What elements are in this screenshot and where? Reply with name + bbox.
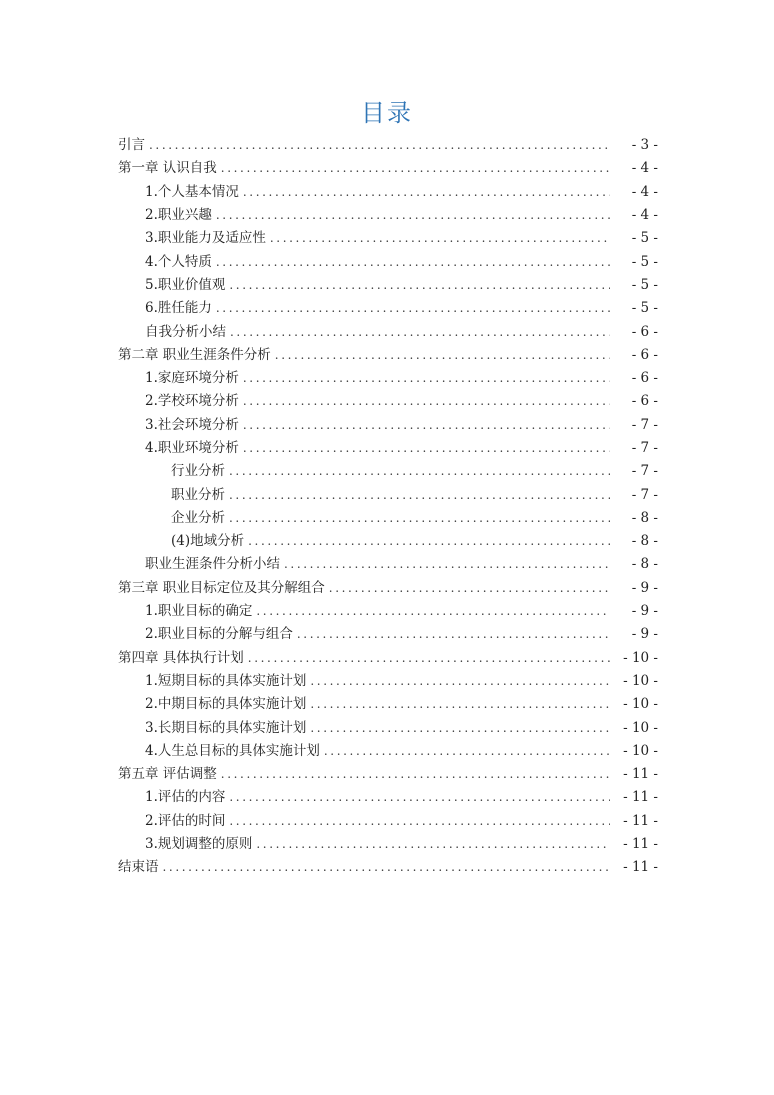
toc-entry[interactable] <box>118 693 658 716</box>
toc-entry-page-number: - 5 - <box>631 230 658 247</box>
toc-dot-leader <box>229 484 610 507</box>
toc-entry[interactable] <box>118 460 658 483</box>
toc-entry-label: 6.胜任能力 <box>145 300 212 317</box>
toc-dot-leader <box>229 810 610 833</box>
toc-entry[interactable] <box>118 204 658 227</box>
toc-dot-leader <box>163 856 611 879</box>
toc-dot-leader <box>248 530 610 553</box>
toc-entry[interactable] <box>118 577 658 600</box>
toc-dot-leader <box>275 344 610 367</box>
toc-entry-page-number: - 7 - <box>631 486 658 503</box>
toc-entry-label: 3.职业能力及适应性 <box>145 230 266 247</box>
toc-entry[interactable] <box>118 670 658 693</box>
toc-entry-label: 2.学校环境分析 <box>145 393 239 410</box>
toc-entry-page-number: - 10 - <box>623 649 658 666</box>
toc-dot-leader <box>221 763 610 786</box>
toc-dot-leader <box>270 227 610 250</box>
toc-entry[interactable] <box>118 274 658 297</box>
toc-entry[interactable] <box>118 740 658 763</box>
toc-entry-label: 3.规划调整的原则 <box>145 836 253 853</box>
toc-entry-page-number: - 6 - <box>631 346 658 363</box>
toc-entry-page-number: - 3 - <box>631 137 658 154</box>
toc-entry[interactable] <box>118 344 658 367</box>
toc-entry[interactable] <box>118 763 658 786</box>
toc-entry-page-number: - 4 - <box>631 183 658 200</box>
toc-entry-page-number: - 7 - <box>631 463 658 480</box>
toc-entry[interactable] <box>118 367 658 390</box>
toc-dot-leader <box>216 297 610 320</box>
toc-entry[interactable] <box>118 507 658 530</box>
toc-entry-label: 第四章 具体执行计划 <box>118 649 244 666</box>
toc-dot-leader <box>229 460 610 483</box>
toc-entry-page-number: - 10 - <box>623 696 658 713</box>
toc-dot-leader <box>243 390 610 413</box>
toc-entry-page-number: - 8 - <box>631 509 658 526</box>
toc-dot-leader <box>329 577 610 600</box>
toc-entry[interactable] <box>118 437 658 460</box>
toc-entry-label: 自我分析小结 <box>145 323 226 340</box>
toc-entry[interactable] <box>118 810 658 833</box>
toc-entry[interactable] <box>118 483 658 506</box>
toc-entry-label: 3.长期目标的具体实施计划 <box>145 719 307 736</box>
toc-entry-page-number: - 5 - <box>631 276 658 293</box>
toc-entry-page-number: - 4 - <box>631 207 658 224</box>
toc-entry-page-number: - 9 - <box>631 579 658 596</box>
toc-entry-label: 1.评估的内容 <box>145 789 226 806</box>
toc-entry-label: 行业分析 <box>171 463 225 480</box>
toc-entry-label: 第五章 评估调整 <box>118 766 217 783</box>
toc-entry-page-number: - 6 - <box>631 323 658 340</box>
toc-entry-page-number: - 11 - <box>623 789 658 806</box>
toc-entry-label: 2.职业兴趣 <box>145 207 212 224</box>
toc-entry-page-number: - 5 - <box>631 253 658 270</box>
toc-dot-leader <box>324 740 610 763</box>
toc-entry-label: 4.职业环境分析 <box>145 440 239 456</box>
toc-entry[interactable] <box>118 320 658 343</box>
toc-entry-label: 职业分析 <box>171 486 225 503</box>
toc-dot-leader <box>243 367 610 390</box>
toc-title: 目录 <box>361 99 413 127</box>
toc-entry-label: 1.职业目标的确定 <box>145 603 253 620</box>
toc-dot-leader <box>216 251 610 274</box>
toc-entry-page-number: - 8 - <box>631 556 658 573</box>
toc-entry-label: 5.职业价值观 <box>145 276 226 293</box>
toc-entry-label: 2.职业目标的分解与组合 <box>145 626 293 643</box>
toc-dot-leader <box>256 600 610 623</box>
toc-dot-leader <box>310 670 610 693</box>
toc-entry[interactable] <box>118 390 658 413</box>
toc-entry-page-number: - 11 - <box>623 859 658 876</box>
toc-entry-label: 1.个人基本情况 <box>145 183 239 200</box>
toc-entry[interactable] <box>118 786 658 809</box>
toc-dot-leader <box>297 623 610 646</box>
toc-entry-page-number: - 4 - <box>631 160 658 177</box>
toc-entry-label: 4.人生总目标的具体实施计划 <box>145 742 320 759</box>
toc-entry-page-number: - 6 - <box>631 370 658 387</box>
toc-entry-label: 第三章 职业目标定位及其分解组合 <box>118 579 325 596</box>
toc-entry-page-number: - 7 - <box>631 440 658 456</box>
toc-entry-label: 引言 <box>118 137 145 154</box>
toc-entry-label: 第二章 职业生涯条件分析 <box>118 346 271 363</box>
toc-entry[interactable] <box>118 250 658 273</box>
toc-dot-leader <box>216 204 610 227</box>
toc-dot-leader <box>248 647 610 670</box>
toc-entry-page-number: - 5 - <box>631 300 658 317</box>
toc-entry-label: 4.个人特质 <box>145 253 212 270</box>
toc-entry-page-number: - 8 - <box>631 533 658 550</box>
toc-entry-page-number: - 11 - <box>623 766 658 783</box>
toc-entry[interactable] <box>118 623 658 646</box>
toc-entry-label: (4)地域分析 <box>171 533 245 550</box>
toc-entry-label: 1.家庭环境分析 <box>145 370 239 387</box>
toc-entry-label: 职业生涯条件分析小结 <box>145 556 280 573</box>
toc-entry[interactable] <box>118 856 658 879</box>
toc-dot-leader <box>243 414 610 437</box>
toc-entry-page-number: - 11 - <box>623 836 658 853</box>
toc-entry[interactable] <box>118 297 658 320</box>
toc-dot-leader <box>221 157 610 180</box>
toc-entry-label: 1.短期目标的具体实施计划 <box>145 672 307 689</box>
toc-entry[interactable] <box>118 716 658 739</box>
toc-entry-label: 结束语 <box>118 859 159 876</box>
toc-entry-page-number: - 10 - <box>623 719 658 736</box>
toc-entry-label: 2.评估的时间 <box>145 812 226 829</box>
toc-entry-page-number: - 6 - <box>631 393 658 410</box>
toc-entry[interactable] <box>118 530 658 553</box>
toc-dot-leader <box>229 786 610 809</box>
toc-entry[interactable] <box>118 227 658 250</box>
toc-entry-page-number: - 7 - <box>631 416 658 433</box>
toc-entry[interactable] <box>118 553 658 576</box>
toc-dot-leader <box>243 181 610 204</box>
toc-entry-page-number: - 9 - <box>631 603 658 620</box>
toc-entry-page-number: - 10 - <box>623 742 658 759</box>
toc-dot-leader <box>310 717 610 740</box>
toc-entry-page-number: - 9 - <box>631 626 658 643</box>
toc-dot-leader <box>229 507 610 530</box>
toc-entry[interactable] <box>118 181 658 204</box>
toc-entry-label: 第一章 认识自我 <box>118 160 217 177</box>
toc-entry[interactable] <box>118 647 658 670</box>
toc-dot-leader <box>243 437 610 460</box>
toc-dot-leader <box>310 693 610 716</box>
toc-entry-label: 3.社会环境分析 <box>145 416 239 433</box>
toc-dot-leader <box>230 321 610 344</box>
toc-dot-leader <box>229 274 610 297</box>
toc-entry[interactable] <box>118 157 658 180</box>
toc-entry[interactable] <box>118 414 658 437</box>
toc-entry-label: 2.中期目标的具体实施计划 <box>145 696 307 713</box>
toc-entry-page-number: - 11 - <box>623 812 658 829</box>
toc-entry[interactable] <box>118 134 658 157</box>
toc-dot-leader <box>284 553 610 576</box>
toc-entry[interactable] <box>118 833 658 856</box>
toc-dot-leader <box>256 833 610 856</box>
toc-entry-page-number: - 10 - <box>623 672 658 689</box>
toc-entry-label: 企业分析 <box>171 509 225 526</box>
table-of-contents <box>118 134 658 880</box>
toc-dot-leader <box>149 134 610 157</box>
toc-entry[interactable] <box>118 600 658 623</box>
